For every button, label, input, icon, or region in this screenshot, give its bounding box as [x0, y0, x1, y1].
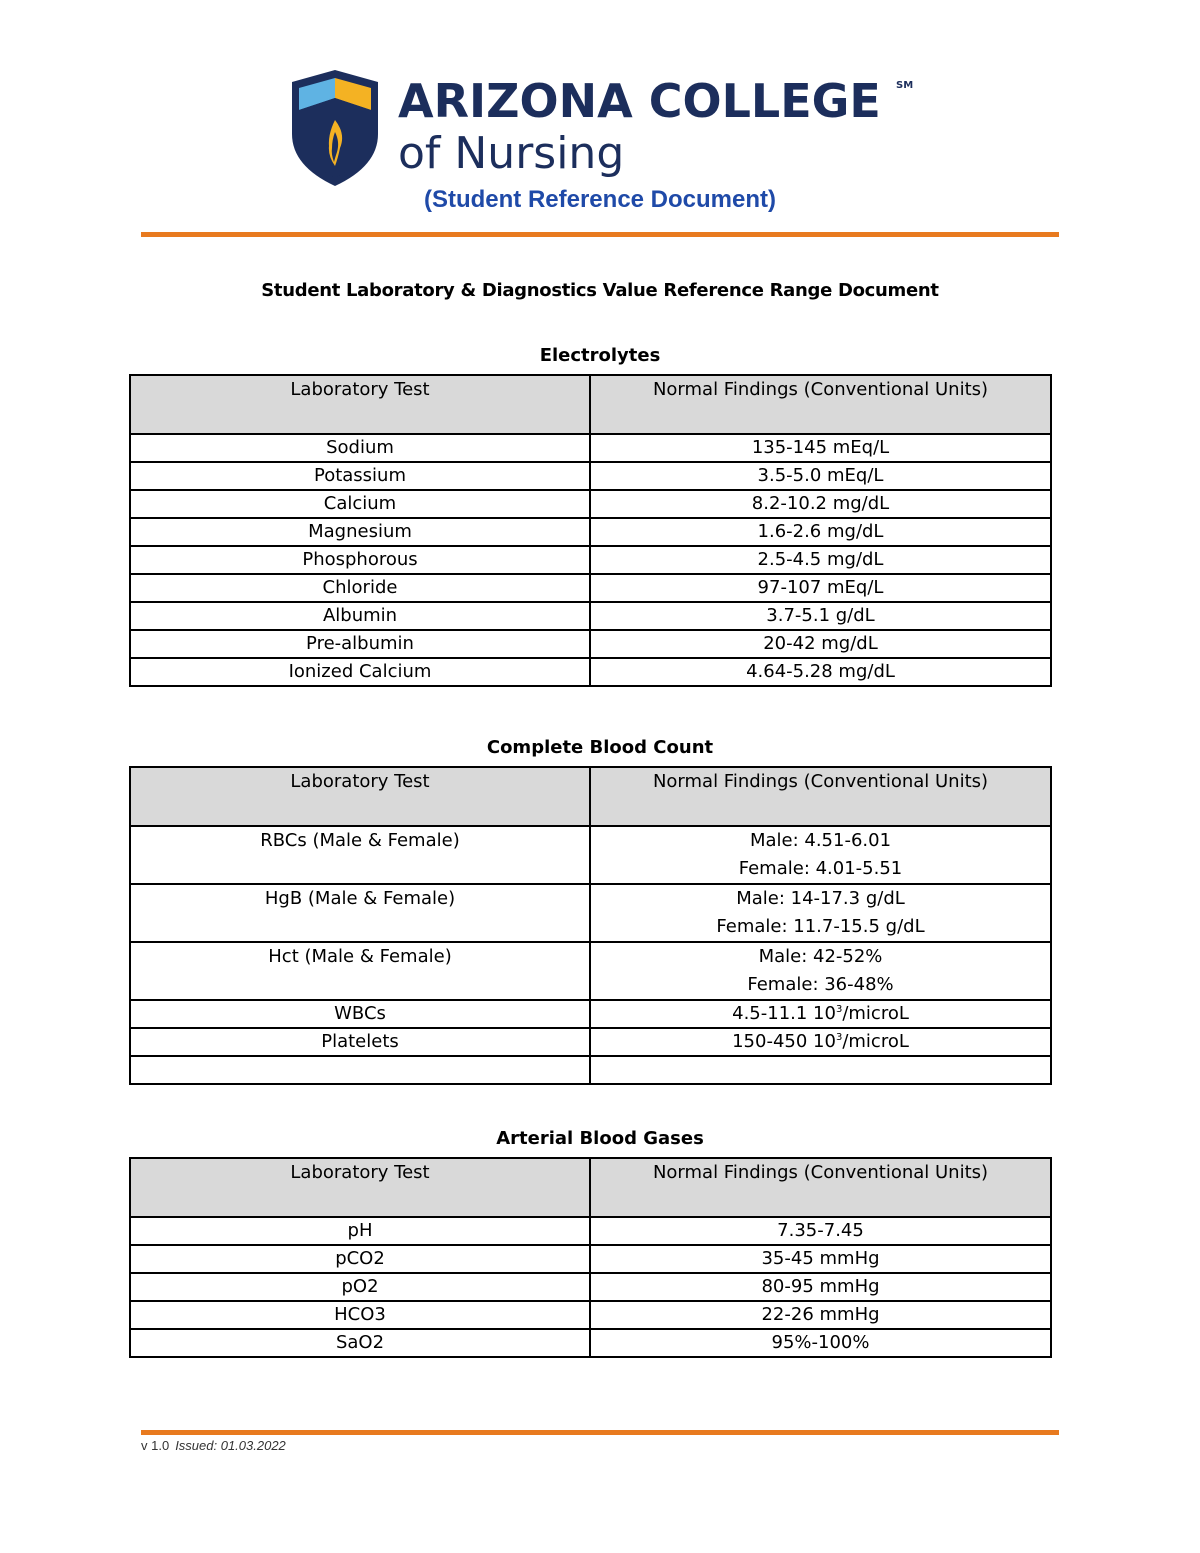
table-row — [130, 1245, 1051, 1273]
test-value — [590, 1000, 1051, 1028]
female-range: Female: 4.01-5.51 — [738, 858, 903, 879]
test-value: 95%-100% — [590, 1329, 1051, 1357]
logo-title: ARIZONA COLLEGE — [398, 74, 881, 128]
shield-flame-icon — [288, 68, 382, 188]
abg-title: Arterial Blood Gases — [496, 1128, 704, 1149]
table-row — [130, 1028, 1051, 1056]
unit-text: /microL — [842, 1031, 909, 1052]
table-row — [130, 1217, 1051, 1245]
table-row — [130, 1301, 1051, 1329]
test-name: Platelets — [130, 1028, 590, 1056]
table-header-row — [130, 1158, 1051, 1217]
table-header-row — [130, 767, 1051, 826]
table-row — [130, 658, 1051, 686]
test-name: WBCs — [130, 1000, 590, 1028]
test-value: 3.5-5.0 mEq/L — [590, 462, 1051, 490]
table-row — [130, 1273, 1051, 1301]
column-header: Normal Findings (Conventional Units) — [590, 375, 1051, 434]
test-value: 7.35-7.45 — [590, 1217, 1051, 1245]
test-name: Sodium — [130, 434, 590, 462]
exponent: 3 — [835, 1004, 843, 1015]
table-header-row — [130, 375, 1051, 434]
unit-text: /microL — [842, 1003, 909, 1024]
top-divider — [141, 232, 1059, 237]
table-row — [130, 630, 1051, 658]
test-name: pH — [130, 1217, 590, 1245]
test-value — [590, 884, 1051, 942]
test-name: Magnesium — [130, 518, 590, 546]
test-name: RBCs (Male & Female) — [130, 826, 590, 884]
female-range: Female: 36-48% — [747, 974, 894, 995]
logo-service-mark: SM — [896, 80, 914, 91]
test-name: pCO2 — [130, 1245, 590, 1273]
table-row — [130, 490, 1051, 518]
electrolytes-title: Electrolytes — [539, 345, 661, 366]
test-name: Hct (Male & Female) — [130, 942, 590, 1000]
test-value: 97-107 mEq/L — [590, 574, 1051, 602]
exponent: 3 — [835, 1032, 843, 1043]
value-text: 150-450 10 — [732, 1031, 836, 1052]
male-range: Male: 14-17.3 g/dL — [736, 888, 905, 909]
cbc-table — [129, 766, 1052, 1085]
column-header: Laboratory Test — [130, 767, 590, 826]
female-range: Female: 11.7-15.5 g/dL — [716, 916, 925, 937]
value-text: 4.5-11.1 10 — [732, 1003, 836, 1024]
test-name: HgB (Male & Female) — [130, 884, 590, 942]
test-value: 20-42 mg/dL — [590, 630, 1051, 658]
test-value: 8.2-10.2 mg/dL — [590, 490, 1051, 518]
table-row — [130, 884, 1051, 942]
test-name: SaO2 — [130, 1329, 590, 1357]
test-value: 1.6-2.6 mg/dL — [590, 518, 1051, 546]
test-value: 22-26 mmHg — [590, 1301, 1051, 1329]
empty-row — [130, 1056, 1051, 1084]
test-name: Ionized Calcium — [130, 658, 590, 686]
table-row — [130, 518, 1051, 546]
test-value: 2.5-4.5 mg/dL — [590, 546, 1051, 574]
table-row — [130, 434, 1051, 462]
column-header: Normal Findings (Conventional Units) — [590, 1158, 1051, 1217]
test-name: Pre-albumin — [130, 630, 590, 658]
test-name: Chloride — [130, 574, 590, 602]
cbc-title: Complete Blood Count — [486, 737, 714, 758]
empty-cell — [590, 1056, 1051, 1084]
male-range: Male: 42-52% — [758, 946, 883, 967]
issued-date: Issued: 01.03.2022 — [175, 1438, 286, 1453]
table-row — [130, 1000, 1051, 1028]
test-value — [590, 826, 1051, 884]
table-row — [130, 602, 1051, 630]
test-name: Albumin — [130, 602, 590, 630]
table-row — [130, 462, 1051, 490]
version-label: v 1.0 — [141, 1438, 170, 1453]
column-header: Normal Findings (Conventional Units) — [590, 767, 1051, 826]
test-name: HCO3 — [130, 1301, 590, 1329]
table-row — [130, 1329, 1051, 1357]
test-value: 135-145 mEq/L — [590, 434, 1051, 462]
test-name: Calcium — [130, 490, 590, 518]
table-row — [130, 942, 1051, 1000]
empty-cell — [130, 1056, 590, 1084]
college-logo — [288, 68, 928, 190]
test-value — [590, 1028, 1051, 1056]
bottom-divider — [141, 1430, 1059, 1435]
table-row — [130, 574, 1051, 602]
electrolytes-table — [129, 374, 1052, 687]
table-row — [130, 826, 1051, 884]
footer — [141, 1438, 286, 1453]
table-row — [130, 546, 1051, 574]
test-value: 35-45 mmHg — [590, 1245, 1051, 1273]
column-header: Laboratory Test — [130, 1158, 590, 1217]
test-name: Potassium — [130, 462, 590, 490]
test-value: 4.64-5.28 mg/dL — [590, 658, 1051, 686]
abg-table — [129, 1157, 1052, 1358]
test-value: 3.7-5.1 g/dL — [590, 602, 1051, 630]
page-title: Student Laboratory & Diagnostics Value Reference Range Document — [261, 280, 939, 301]
logo-subtitle: of Nursing — [398, 128, 625, 179]
test-name: Phosphorous — [130, 546, 590, 574]
test-value: 80-95 mmHg — [590, 1273, 1051, 1301]
male-range: Male: 4.51-6.01 — [749, 830, 892, 851]
test-value — [590, 942, 1051, 1000]
column-header: Laboratory Test — [130, 375, 590, 434]
test-name: pO2 — [130, 1273, 590, 1301]
document-subtitle: (Student Reference Document) — [423, 186, 777, 213]
